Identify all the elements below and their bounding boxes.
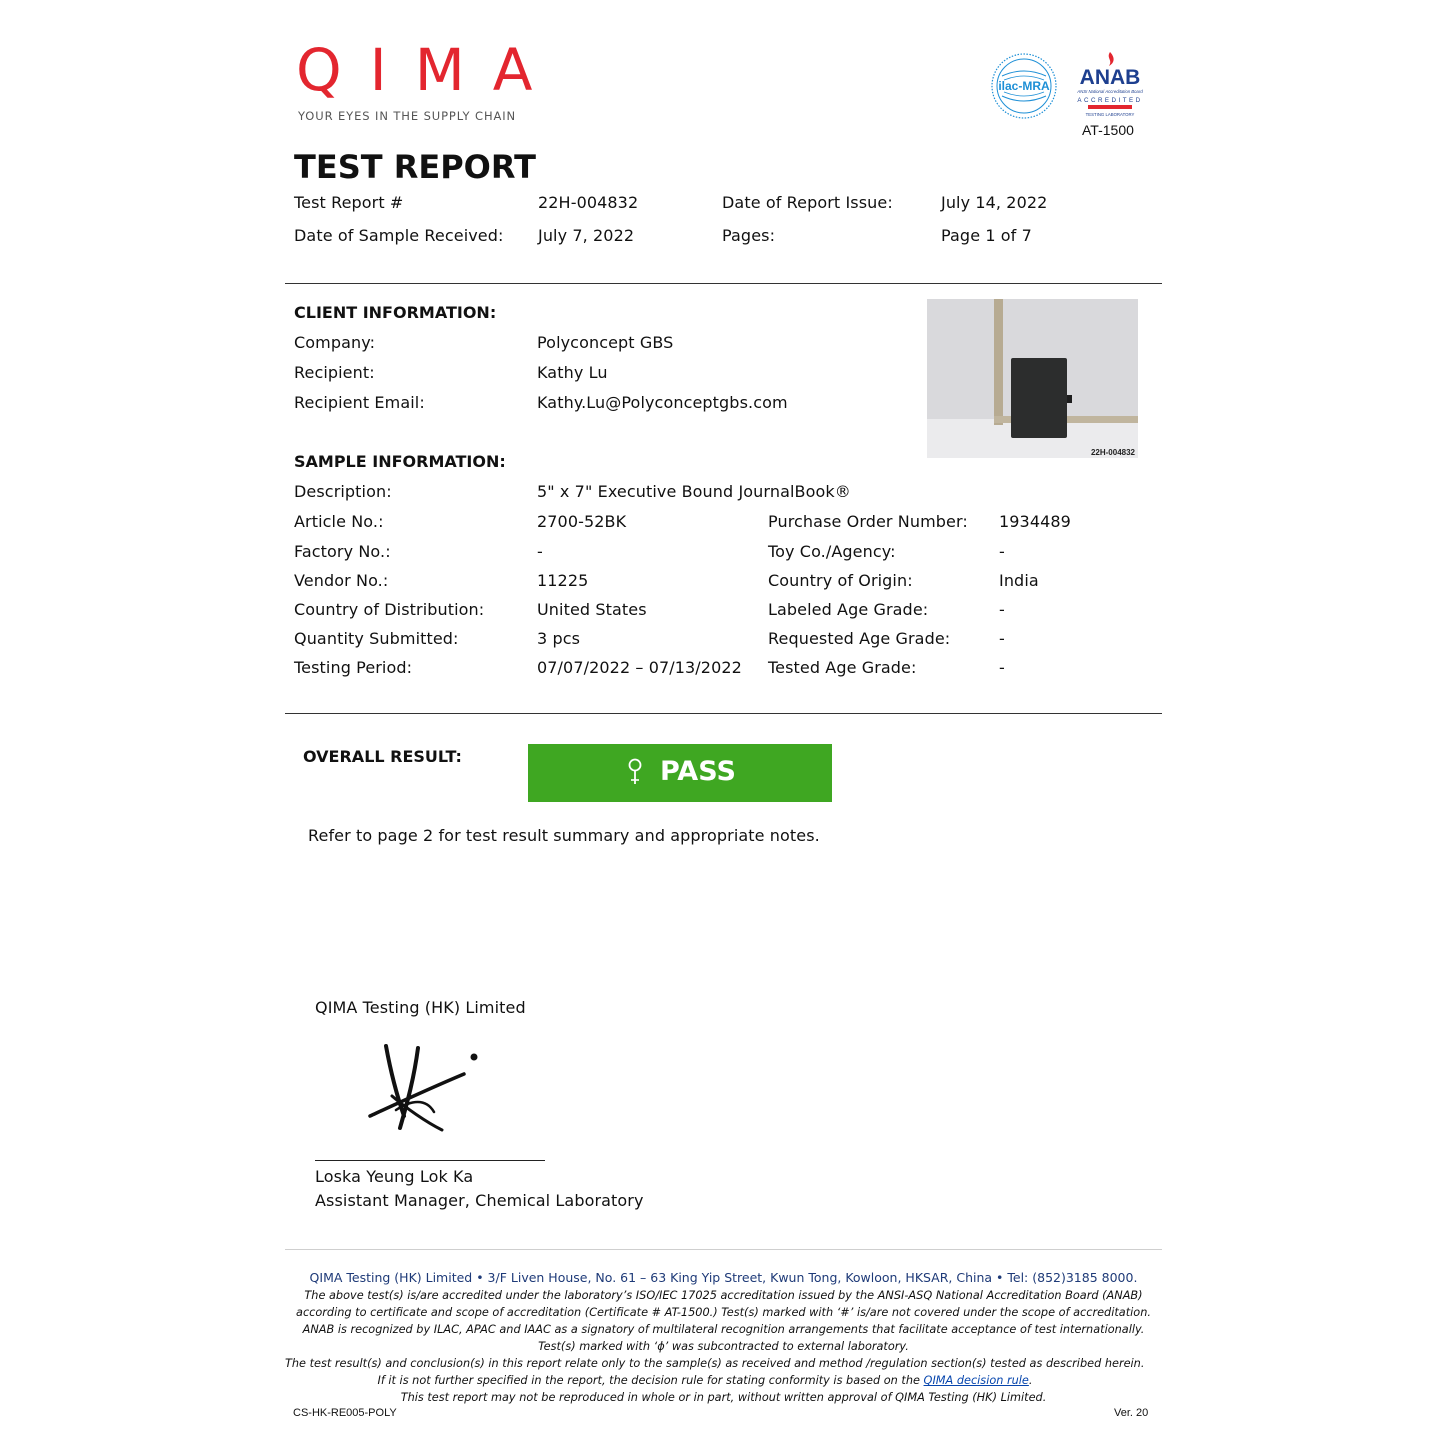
qima-decision-rule-link[interactable]: QIMA decision rule [923, 1374, 1029, 1387]
anab-logo-icon [1066, 50, 1154, 120]
labeled-age-value: - [999, 600, 1005, 619]
email-label: Recipient Email: [294, 393, 425, 412]
distribution-value: United States [537, 600, 647, 619]
footer-line-4: Test(s) marked with ‘ϕ’ was subcontracted to external laboratory. [538, 1340, 909, 1353]
footer-line-1: The above test(s) is/are accredited under the laboratory’s ISO/IEC 17025 accreditation issued by the ANSI-ASQ National Accreditation Board (ANAB) [304, 1289, 1143, 1302]
footer-line-7: This test report may not be reproduced in whole or in part, without written approval of QIMA Testing (HK) Limited. [400, 1391, 1047, 1404]
result-note: Refer to page 2 for test result summary and appropriate notes. [308, 826, 820, 845]
recipient-value: Kathy Lu [537, 363, 608, 382]
signatory-position: Assistant Manager, Chemical Laboratory [315, 1191, 644, 1210]
pages-value: Page 1 of 7 [941, 226, 1032, 245]
signature-image [356, 1038, 494, 1142]
divider [285, 713, 1162, 714]
tested-age-label: Tested Age Grade: [768, 658, 917, 677]
requested-age-value: - [999, 629, 1005, 648]
testing-period-label: Testing Period: [294, 658, 413, 677]
toy-agency-label: Toy Co./Agency: [768, 542, 896, 561]
company-value: Polyconcept GBS [537, 333, 674, 352]
received-date: July 7, 2022 [538, 226, 635, 245]
client-info-heading: CLIENT INFORMATION: [294, 303, 497, 322]
report-number-label: Test Report # [294, 193, 404, 212]
company-label: Company: [294, 333, 376, 352]
anab-text: ANAB [1079, 66, 1141, 89]
pages-label: Pages: [722, 226, 776, 245]
footer-divider [285, 1249, 1162, 1250]
article-value: 2700-52BK [537, 512, 627, 531]
svg-text:ANSI National Accreditation Bo: ANSI National Accreditation Board [1077, 89, 1143, 94]
ilac-text: ilac-MRA [998, 79, 1050, 93]
article-label: Article No.: [294, 512, 384, 531]
ilac-mra-seal-icon [990, 52, 1058, 120]
labeled-age-label: Labeled Age Grade: [768, 600, 929, 619]
distribution-label: Country of Distribution: [294, 600, 485, 619]
sample-photo [927, 299, 1138, 458]
factory-label: Factory No.: [294, 542, 391, 561]
factory-value: - [537, 542, 543, 561]
po-label: Purchase Order Number: [768, 512, 968, 531]
received-date-label: Date of Sample Received: [294, 226, 504, 245]
origin-label: Country of Origin: [768, 571, 913, 590]
vendor-value: 11225 [537, 571, 589, 590]
qima-tagline: YOUR EYES IN THE SUPPLY CHAIN [298, 109, 517, 123]
recipient-label: Recipient: [294, 363, 375, 382]
issue-date-label: Date of Report Issue: [722, 193, 893, 212]
divider [285, 283, 1162, 284]
po-value: 1934489 [999, 512, 1071, 531]
footer-line-5: The test result(s) and conclusion(s) in this report relate only to the sample(s) as received and method /regulation section(s) tested as described herein. [285, 1357, 1145, 1370]
qima-logo: QIMA [296, 36, 561, 104]
footer-line-3: ANAB is recognized by ILAC, APAC and IAAC as a signatory of multilateral recognition arrangements that facilitate acceptance of test internationally. [302, 1323, 1145, 1336]
issue-date: July 14, 2022 [941, 193, 1048, 212]
description-value: 5" x 7" Executive Bound JournalBook® [537, 482, 851, 501]
pass-text: PASS [660, 756, 736, 787]
pass-badge [528, 744, 832, 802]
report-title: TEST REPORT [294, 148, 536, 186]
email-value: Kathy.Lu@Polyconceptgbs.com [537, 393, 788, 412]
description-label: Description: [294, 482, 392, 501]
accreditation-number: AT-1500 [1082, 122, 1134, 138]
testing-period-value: 07/07/2022 – 07/13/2022 [537, 658, 742, 677]
sample-info-heading: SAMPLE INFORMATION: [294, 452, 506, 471]
requested-age-label: Requested Age Grade: [768, 629, 951, 648]
footer-address: QIMA Testing (HK) Limited • 3/F Liven House, No. 61 – 63 King Yip Street, Kwun Tong, Kowloon, HKSAR, China • Tel: (852)3185 8000. [309, 1270, 1138, 1285]
journal-book-image [1011, 358, 1067, 438]
pass-glyph-icon [627, 758, 645, 788]
document-code: CS-HK-RE005-POLY [293, 1407, 397, 1419]
svg-text:ACCREDITED: ACCREDITED [1077, 97, 1143, 104]
signatory-company: QIMA Testing (HK) Limited [315, 998, 526, 1017]
version-label: Ver. 20 [1114, 1407, 1149, 1419]
toy-agency-value: - [999, 542, 1005, 561]
origin-value: India [999, 571, 1039, 590]
tested-age-value: - [999, 658, 1005, 677]
footer-line-6: If it is not further specified in the report, the decision rule for stating conformity is based on the QIMA decision rule. [377, 1374, 1033, 1387]
overall-result-label: OVERALL RESULT: [303, 747, 462, 766]
footer-line-2: according to certificate and scope of accreditation (Certificate # AT-1500.) Test(s) marked with ‘#’ is/are not covered under the scope of accreditation. [296, 1306, 1151, 1319]
quantity-value: 3 pcs [537, 629, 581, 648]
report-number: 22H-004832 [538, 193, 639, 212]
signatory-name: Loska Yeung Lok Ka [315, 1167, 474, 1186]
signature-line [315, 1160, 545, 1161]
svg-text:TESTING LABORATORY: TESTING LABORATORY [1085, 112, 1135, 117]
vendor-label: Vendor No.: [294, 571, 389, 590]
photo-caption: 22H-004832 [1090, 448, 1135, 457]
quantity-label: Quantity Submitted: [294, 629, 459, 648]
